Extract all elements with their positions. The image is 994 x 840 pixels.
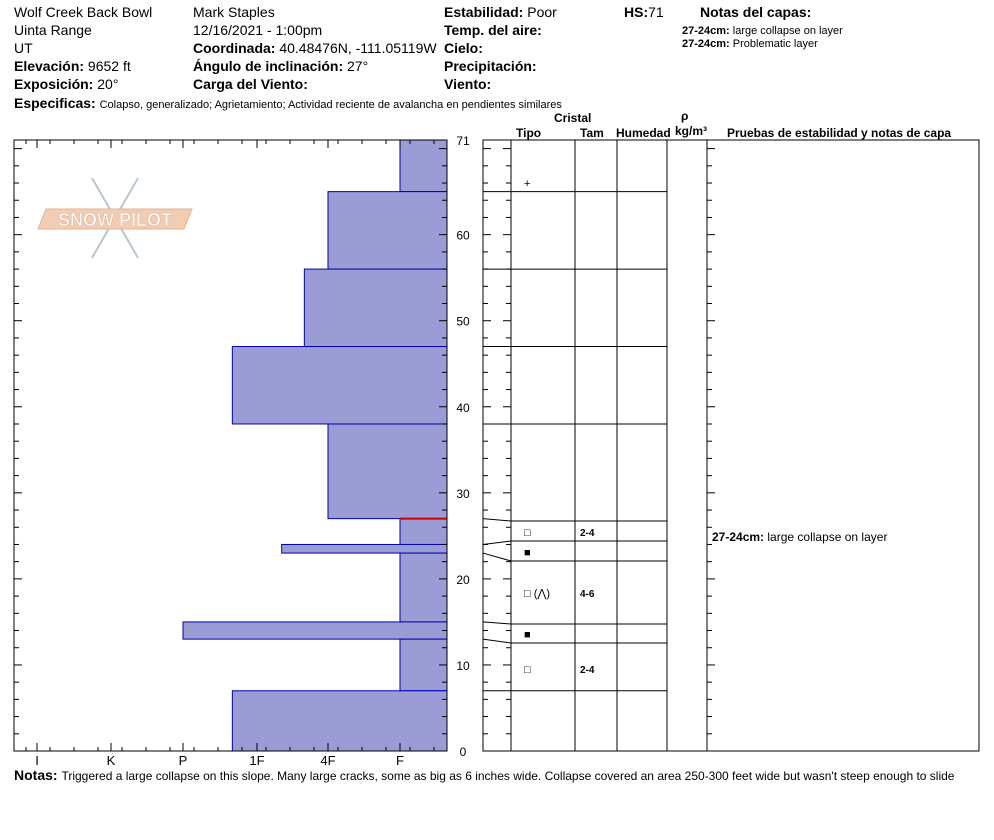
test-note-depth: 27-24cm: — [712, 530, 765, 544]
size-header: Tam — [580, 126, 604, 140]
depth-label: 60 — [456, 228, 470, 243]
hardness-bar — [400, 140, 447, 192]
layer-connector — [483, 541, 511, 544]
precip-label: Precipitación: — [444, 58, 537, 74]
notes-label: Notas: — [14, 767, 58, 783]
datetime: 12/16/2021 - 1:00pm — [193, 22, 323, 38]
stability-value: Poor — [527, 4, 557, 20]
depth-label: 10 — [456, 658, 470, 673]
crystal-type: □ — [524, 527, 531, 539]
air-temp-label: Temp. del aire: — [444, 22, 542, 38]
slope-value: 27° — [347, 58, 369, 74]
stability-label: Estabilidad: — [444, 4, 524, 20]
crystal-type: + — [524, 178, 531, 190]
layer-note-text: Problematic layer — [732, 38, 818, 50]
hardness-label: F — [396, 753, 404, 768]
depth-label: 40 — [456, 400, 470, 415]
specifics-text: Colapso, generalizado; Agrietamiento; Actividad reciente de avalancha en pendientes similares — [99, 99, 562, 111]
observer: Mark Staples — [193, 4, 275, 20]
hardness-bar — [232, 691, 447, 751]
depth-label: 71 — [456, 134, 470, 148]
test-note-text: large collapse on layer — [767, 530, 888, 544]
elevation-label: Elevación: — [14, 58, 85, 74]
depth-label: 20 — [456, 572, 470, 587]
wind-load-label: Carga del Viento: — [193, 76, 308, 92]
type-header: Tipo — [516, 126, 542, 140]
rho-header: ρ — [681, 109, 689, 123]
hardness-bar — [400, 519, 447, 545]
hs-label: HS: — [624, 4, 649, 20]
coord-value: 40.48476N, -111.05119W — [279, 40, 437, 56]
hardness-bar — [282, 544, 447, 553]
crystal-type: ■ — [524, 547, 531, 559]
coord-label: Coordinada: — [193, 40, 276, 56]
hardness-label: 4F — [320, 753, 336, 768]
depth-label: 30 — [456, 486, 470, 501]
notes-text: Triggered a large collapse on this slope. Many large cracks, some as big as 6 inches wide. Collapse covered an area 250-300 feet wide but wasn't steep enough to slide — [61, 769, 955, 783]
hardness-label: I — [35, 753, 39, 768]
sky-label: Cielo: — [444, 40, 483, 56]
crystal-type: ■ — [524, 629, 531, 641]
layer-notes-title: Notas del capas: — [700, 4, 812, 20]
crystal-header: Cristal — [554, 111, 592, 125]
range: Uinta Range — [14, 22, 92, 38]
test-note — [712, 529, 887, 545]
depth-label: 0 — [459, 745, 467, 759]
hardness-label: P — [178, 753, 188, 768]
hardness-label: K — [106, 753, 116, 768]
layer-note-text: large collapse on layer — [732, 25, 843, 37]
moisture-header: Humedad — [616, 126, 671, 140]
wind-label: Viento: — [444, 76, 492, 92]
notes — [14, 767, 954, 784]
layer-connector — [483, 622, 511, 624]
crystal-type: □ (⋀) — [524, 588, 551, 600]
layer-note-depth: 27-24cm: — [682, 25, 730, 37]
hs-value: 71 — [648, 4, 664, 20]
aspect-value: 20° — [97, 76, 119, 92]
location: Wolf Creek Back Bowl — [14, 4, 153, 20]
data-frame — [483, 140, 979, 751]
layer-connector — [483, 519, 511, 521]
layer-note-depth: 27-24cm: — [682, 38, 730, 50]
crystal-type: □ — [524, 664, 531, 676]
crystal-size: 2-4 — [580, 528, 595, 539]
state: UT — [14, 40, 33, 56]
logo-text: SNOW PILOT — [58, 210, 172, 230]
hardness-bar — [400, 553, 447, 622]
hardness-bar — [232, 347, 447, 424]
slope-label: Ángulo de inclinación: — [193, 58, 344, 74]
aspect-label: Exposición: — [14, 76, 94, 92]
hardness-bar — [183, 622, 447, 639]
layer-connector — [483, 639, 511, 643]
snowpilot-logo — [38, 178, 192, 258]
tests-header: Pruebas de estabilidad y notas de capa — [727, 126, 952, 140]
specifics-label: Especificas: — [14, 95, 96, 111]
crystal-size: 4-6 — [580, 589, 595, 600]
hardness-bar — [304, 269, 447, 346]
hardness-bars — [183, 140, 447, 751]
layer-connector — [483, 553, 511, 561]
density-unit-header: kg/m³ — [675, 124, 708, 138]
depth-label: 50 — [456, 314, 470, 329]
crystal-size: 2-4 — [580, 665, 595, 676]
hardness-bar — [328, 424, 447, 519]
hardness-label: 1F — [249, 753, 265, 768]
elevation-value: 9652 ft — [87, 58, 131, 74]
hardness-bar — [328, 192, 447, 269]
